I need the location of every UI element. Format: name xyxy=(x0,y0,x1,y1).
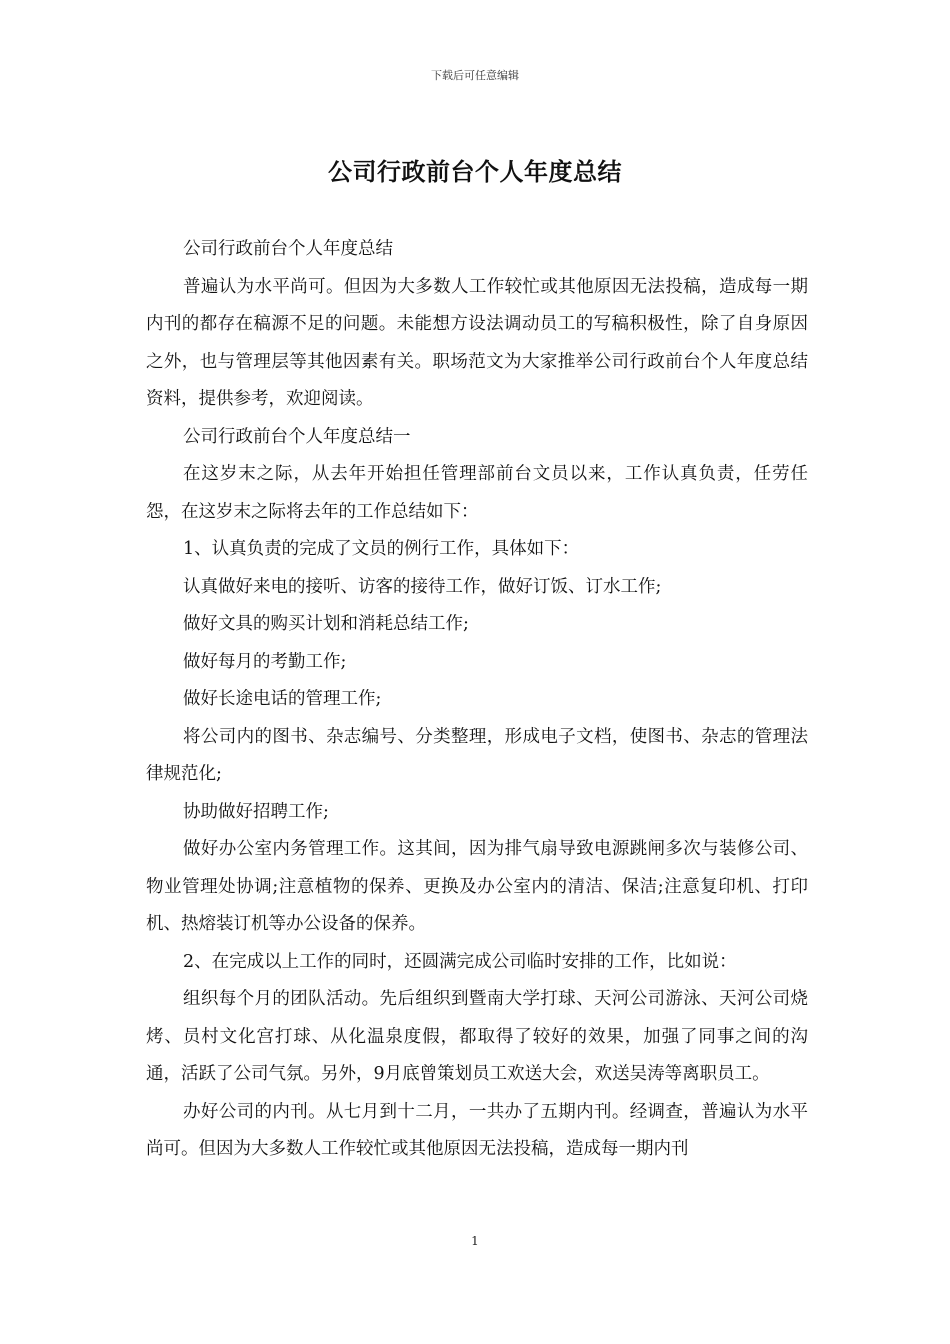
paragraph: 1、认真负责的完成了文员的例行工作，具体如下： xyxy=(183,539,580,559)
paragraph: 协助做好招聘工作; xyxy=(183,801,329,822)
paragraph: 办好公司的内刊。从七月到十二月，一共办了五期内刊。经调查，普遍认为水平尚可。但因为大多数人工作较忙或其他原因无法投稿，造成每一期内刊 xyxy=(146,1101,808,1159)
paragraph: 将公司内的图书、杂志编号、分类整理，形成电子文档，使图书、杂志的管理法律规范化; xyxy=(146,726,808,784)
document-body xyxy=(146,231,808,1169)
paragraph: 做好长途电话的管理工作; xyxy=(183,689,382,709)
paragraph: 2、在完成以上工作的同时，还圆满完成公司临时安排的工作，比如说： xyxy=(183,951,737,972)
paragraph: 公司行政前台个人年度总结 xyxy=(183,239,393,259)
document-title: 公司行政前台个人年度总结 xyxy=(328,158,622,186)
paragraph: 做好办公室内务管理工作。这其间，因为排气扇导致电源跳闸多次与装修公司、物业管理处协调;注意植物的保养、更换及办公室内的清洁、保洁;注意复印机、打印机、热熔装订机等办公设备的保养。 xyxy=(146,839,808,934)
page-number: 1 xyxy=(471,1234,479,1248)
paragraph: 普遍认为水平尚可。但因为大多数人工作较忙或其他原因无法投稿，造成每一期内刊的都存在稿源不足的问题。未能想方设法调动员工的写稿积极性，除了自身原因之外，也与管理层等其他因素有关。职场范文为大家推举公司行政前台个人年度总结资料，提供参考，欢迎阅读。 xyxy=(146,276,808,409)
paragraph: 公司行政前台个人年度总结一 xyxy=(183,426,411,447)
paragraph: 组织每个月的团队活动。先后组织到暨南大学打球、天河公司游泳、天河公司烧烤、员村文化宫打球、从化温泉度假，都取得了较好的效果，加强了同事之间的沟通，活跃了公司气氛。另外，9月底曾策划员工欢送大会，欢送吴涛等离职员工。 xyxy=(146,989,808,1084)
header-note: 下载后可任意编辑 xyxy=(431,69,519,82)
paragraph: 认真做好来电的接听、访客的接待工作，做好订饭、订水工作; xyxy=(183,576,662,597)
paragraph: 做好每月的考勤工作; xyxy=(183,651,347,672)
paragraph: 在这岁末之际，从去年开始担任管理部前台文员以来，工作认真负责，任劳任怨，在这岁末之际将去年的工作总结如下： xyxy=(146,464,808,522)
paragraph: 做好文具的购买计划和消耗总结工作; xyxy=(183,614,469,634)
